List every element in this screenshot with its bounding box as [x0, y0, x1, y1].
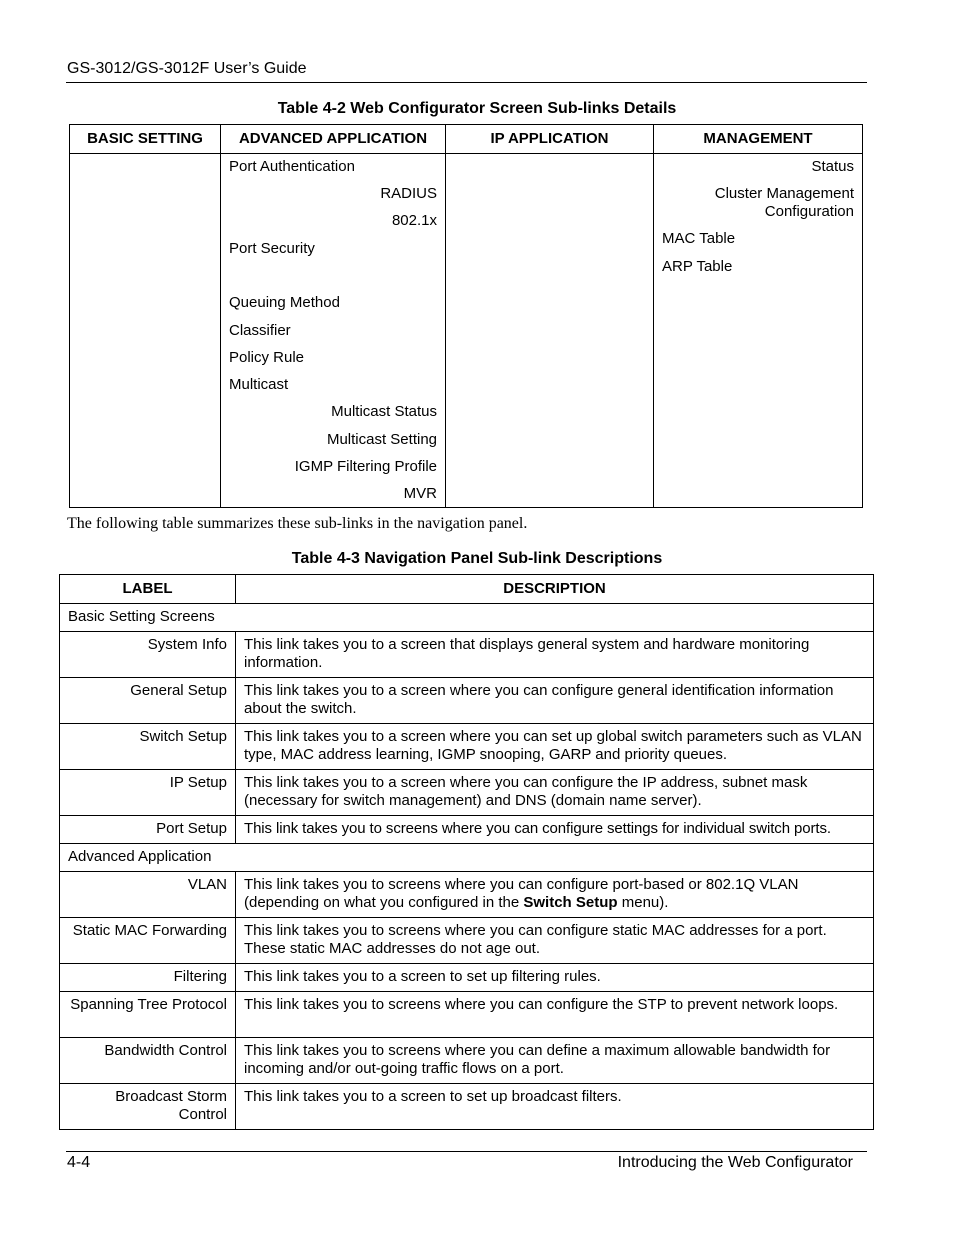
- advanced-subitem: MVR: [403, 485, 437, 502]
- header-ip-application: IP APPLICATION: [490, 130, 609, 147]
- table-header-row: [60, 575, 874, 604]
- row-description: This link takes you to screens where you can configure static MAC addresses for a port. These static MAC addresses do not age out.: [236, 918, 874, 964]
- advanced-subitem: IGMP Filtering Profile: [294, 458, 437, 475]
- row-label: Spanning Tree Protocol: [60, 992, 236, 1038]
- row-description: This link takes you to a screen that displays general system and hardware monitoring information.: [236, 632, 874, 678]
- advanced-item: Policy Rule: [229, 349, 305, 366]
- column-divider: [220, 125, 221, 507]
- table-row: [60, 872, 874, 918]
- page-number: 4-4: [67, 1154, 91, 1171]
- header-row-divider: [70, 153, 862, 154]
- table-4-2-caption: Table 4-2 Web Configurator Screen Sub-links Details: [277, 100, 677, 117]
- sub-links-details-table: [69, 124, 863, 508]
- row-label: Broadcast Storm Control: [60, 1084, 236, 1130]
- section-row: [60, 844, 874, 872]
- row-description: This link takes you to screens where you can configure the STP to prevent network loops.: [236, 992, 874, 1038]
- section-label: Advanced Application: [60, 844, 874, 872]
- row-description: This link takes you to a screen to set up broadcast filters.: [236, 1084, 874, 1130]
- row-label: Filtering: [60, 964, 236, 992]
- table-row: [60, 632, 874, 678]
- advanced-item: Port Security: [229, 240, 315, 257]
- section-row: [60, 604, 874, 632]
- footer-section-title: Introducing the Web Configurator: [617, 1154, 853, 1171]
- footer-divider: [66, 1151, 867, 1152]
- table-4-3-caption: Table 4-3 Navigation Panel Sub-link Descriptions: [291, 550, 663, 567]
- advanced-item: Queuing Method: [229, 294, 340, 311]
- management-item: Status: [811, 158, 854, 175]
- row-label: Static MAC Forwarding: [60, 918, 236, 964]
- table-row: [60, 816, 874, 844]
- table-row: [60, 1084, 874, 1130]
- management-item: Cluster Management: [714, 185, 854, 202]
- row-label: General Setup: [60, 678, 236, 724]
- header-basic-setting: BASIC SETTING: [87, 130, 203, 147]
- advanced-subitem: Multicast Status: [331, 403, 437, 420]
- row-label: VLAN: [60, 872, 236, 918]
- table-row: [60, 992, 874, 1038]
- row-label: IP Setup: [60, 770, 236, 816]
- row-label: Bandwidth Control: [60, 1038, 236, 1084]
- row-label: Port Setup: [60, 816, 236, 844]
- row-description: This link takes you to a screen to set up filtering rules.: [236, 964, 874, 992]
- description-text: menu).: [617, 894, 669, 911]
- header-label: LABEL: [60, 575, 236, 604]
- description-text: This link takes you to screens where you can configure port-based or 802.1Q VLAN (depending on what you configured in the: [244, 876, 799, 911]
- table-row: [60, 724, 874, 770]
- header-description: DESCRIPTION: [236, 575, 874, 604]
- management-item: Configuration: [764, 203, 854, 220]
- column-divider: [653, 125, 654, 507]
- row-label: Switch Setup: [60, 724, 236, 770]
- row-description: This link takes you to a screen where you can configure general identification information about the switch.: [236, 678, 874, 724]
- advanced-subitem: RADIUS: [380, 185, 437, 202]
- header-divider: [66, 82, 867, 83]
- table-row: [60, 1038, 874, 1084]
- row-description: This link takes you to a screen where you can set up global switch parameters such as VLAN type, MAC address learning, IGMP snooping, GARP and priority queues.: [236, 724, 874, 770]
- row-description: This link takes you to screens where you can define a maximum allowable bandwidth for incoming and/or out-going traffic flows on a port.: [236, 1038, 874, 1084]
- advanced-subitem: 802.1x: [391, 212, 437, 229]
- table-row: [60, 918, 874, 964]
- document-header-title: GS-3012/GS-3012F User’s Guide: [67, 60, 307, 77]
- section-label: Basic Setting Screens: [60, 604, 874, 632]
- table-row: [60, 770, 874, 816]
- table-row: [60, 964, 874, 992]
- column-divider: [445, 125, 446, 507]
- advanced-item: Multicast: [229, 376, 289, 393]
- management-item: ARP Table: [662, 258, 733, 275]
- row-description: This link takes you to screens where you can configure settings for individual switch ports.: [236, 816, 874, 844]
- header-management: MANAGEMENT: [703, 130, 813, 147]
- description-bold-term: Switch Setup: [523, 894, 618, 911]
- table-row: [60, 678, 874, 724]
- body-paragraph: The following table summarizes these sub-links in the navigation panel.: [67, 515, 528, 532]
- row-description: [236, 872, 874, 918]
- management-item: MAC Table: [662, 230, 736, 247]
- advanced-item: Classifier: [229, 322, 291, 339]
- navigation-sublink-descriptions-table: [59, 574, 874, 1130]
- header-advanced-application: ADVANCED APPLICATION: [238, 130, 428, 147]
- advanced-subitem: Multicast Setting: [326, 431, 437, 448]
- row-description: This link takes you to a screen where you can configure the IP address, subnet mask (necessary for switch management) and DNS (domain name server).: [236, 770, 874, 816]
- row-label: System Info: [60, 632, 236, 678]
- advanced-item: Port Authentication: [229, 158, 355, 175]
